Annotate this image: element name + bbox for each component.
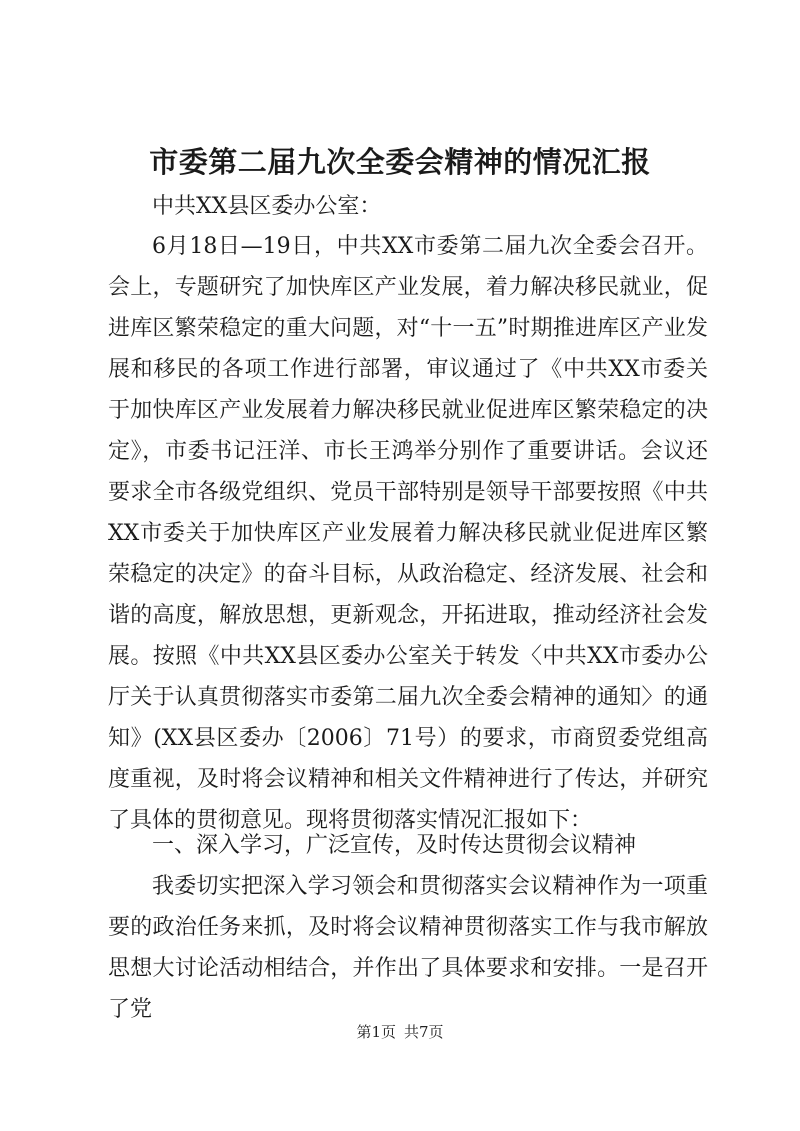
salutation: 中共XX县区委办公室： [152,194,382,219]
paragraph-section-1: 我委切实把深入学习领会和贯彻落实会议精神作为一项重要的政治任务来抓，及时将会议精神贯彻落实工作与我市解放思想大讨论活动相结合，并作出了具体要求和安排。一是召开了党 [108,874,708,1022]
page-total: 共7页 [404,1023,444,1041]
document-title: 市委第二届九次全委会精神的情况汇报 [149,145,651,179]
page-number: 第1页 [356,1023,396,1041]
paragraph-intro: 6月18日—19日，中共XX市委第二届九次全委会召开。会上，专题研究了加快库区产业发展，着力解决移民就业，促进库区繁荣稳定的重大问题，对“十一五”时期推进库区产业发展和移民的各项工作进行部署，审议通过了《中共XX市委关于加快库区产业发展着力解决移民就业促进库区繁荣稳定的决定》，市委书记汪洋、市长王鸿举分别作了重要讲话。会议还要求全市各级党组织、党员干部特别是领导干部要按照《中共XX市委关于加快库区产业发展着力解决移民就业促进库区繁荣稳定的决定》的奋斗目标，从政治稳定、经济发展、社会和谐的高度，解放思想，更新观念，开拓进取，推动经济社会发展。按照《中共XX县区委办公室关于转发〈中共XX市委办公厅关于认真贯彻落实市委第二届九次全委会精神的通知〉的通知》(XX县区委办〔2006〕71号）的要求，市商贸委党组高度重视，及时将会议精神和相关文件精神进行了传达，并研究了具体的贯彻意见。现将贯彻落实情况汇报如下： [108,234,708,833]
section-heading-1: 一、深入学习，广泛宣传，及时传达贯彻会议精神 [152,833,637,858]
page-footer [0,1022,800,1042]
